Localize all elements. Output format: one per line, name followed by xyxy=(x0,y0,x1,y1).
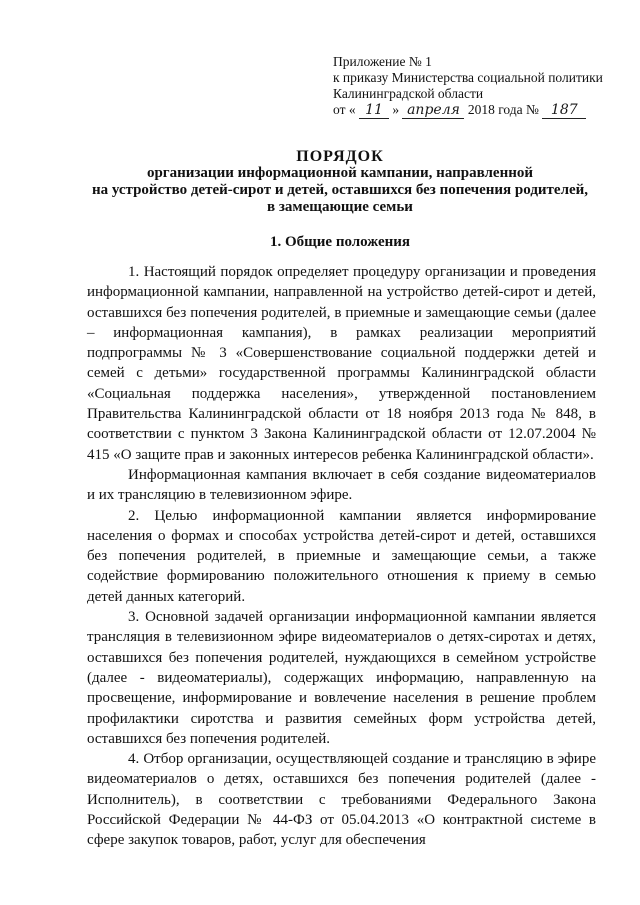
paragraph-1-cont: Информационная кампания включает в себя создание видеоматериалов и их трансляцию в телевизионном эфире. xyxy=(87,466,596,504)
date-prefix: от « xyxy=(333,102,356,117)
paragraph-4: 4. Отбор организации, осуществляющей создание и трансляцию в эфире видеоматериалов о детях, оставшихся без попечения родителей (далее - Исполнитель), в соответствии с требованиями Федерального Закона Российской Федерации № 44-ФЗ от 05.04.2013 «О контрактной системе в сфере закупок товаров, работ, услуг для обеспечения xyxy=(87,751,596,849)
date-month: апреля xyxy=(402,102,464,119)
paragraph-3: 3. Основной задачей организации информационной кампании является трансляция в телевизионном эфире видеоматериалов о детях-сиротах и детях, оставшихся без попечения родителей, нуждающихся в семейном устройстве (далее - видеоматериалы), содержащих информацию, направленную на просвещение, информирование и вовлечение населения в решение проблем профилактики сиротства и развития семейных форм устройства детей, оставшихся без попечения родителей. xyxy=(87,609,596,747)
document-title xyxy=(40,148,640,216)
annex-block xyxy=(333,54,633,119)
paragraph-2: 2. Целью информационной кампании является информирование населения о формах и способах устройства детей-сирот и детей, оставшихся без попечения родителей, в приемные и замещающие семьи, а также содействие формированию положительного отношения к приему в семью детей данных категорий. xyxy=(87,507,596,605)
title-line-1: организации информационной кампании, направленной xyxy=(146,165,534,181)
title-line-2: на устройство детей-сирот и детей, оставшихся без попечения родителей, xyxy=(91,182,589,198)
title-main: ПОРЯДОК xyxy=(296,148,384,165)
annex-order-ref: к приказу Министерства социальной политики xyxy=(333,70,603,85)
title-line-3: в замещающие семьи xyxy=(267,199,413,215)
annex-region: Калининградской области xyxy=(333,86,484,101)
date-year: 2018 года № xyxy=(467,102,539,117)
document-body xyxy=(87,262,596,851)
paragraph-1: 1. Настоящий порядок определяет процедуру организации и проведения информационной кампании, направленной на устройство детей-сирот и детей, оставшихся без попечения родителей, в приемные и замещающие семьи (далее – информационная кампания), в рамках реализации мероприятий подпрограммы № 3 «Совершенствование социальной поддержки детей и семей с детьми» государственной программы Калининградской области «Социальная поддержка населения», утвержденной постановлением Правительства Калининградской области от 18 ноября 2013 года № 848, в соответствии с пунктом 3 Закона Калининградской области от 12.07.2004 № 415 «О защите прав и законных интересов ребенка Калининградской области». xyxy=(87,264,596,463)
annex-title: Приложение № 1 xyxy=(333,54,432,69)
date-day: 11 xyxy=(359,102,389,119)
order-number: 187 xyxy=(542,102,586,119)
annex-date-line xyxy=(333,102,633,119)
section-heading: 1. Общие положения xyxy=(269,234,411,250)
date-mid: » xyxy=(392,102,400,117)
